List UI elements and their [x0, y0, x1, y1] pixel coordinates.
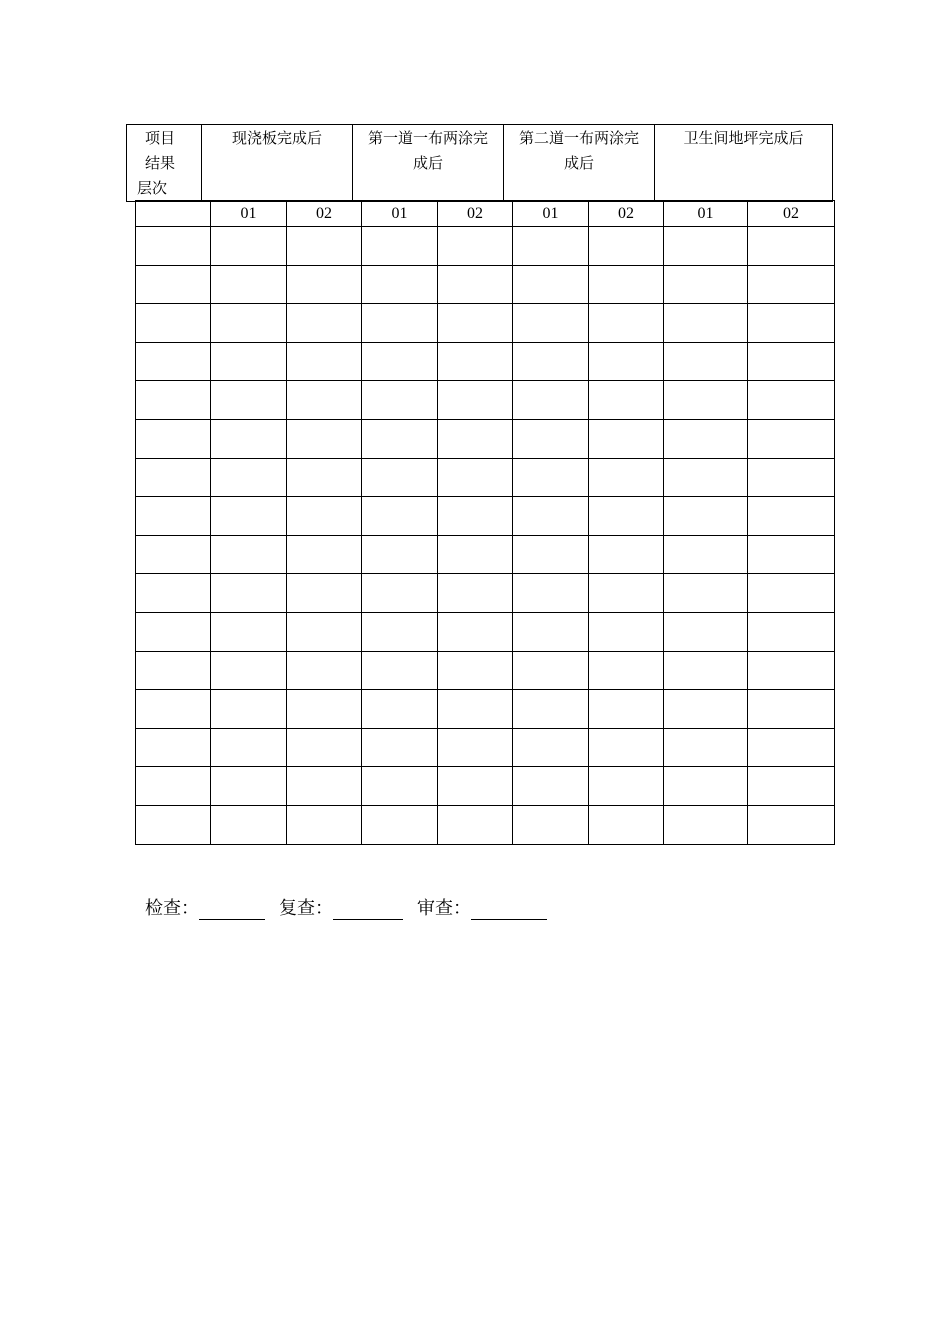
table-cell[interactable]: [438, 227, 513, 266]
table-cell[interactable]: [287, 690, 362, 729]
table-cell[interactable]: [438, 612, 513, 651]
table-cell[interactable]: [136, 690, 211, 729]
table-row: [136, 612, 835, 651]
recheck-label: 复查：: [279, 898, 333, 918]
table-cell[interactable]: [664, 227, 748, 266]
table-cell[interactable]: [136, 304, 211, 343]
table-cell[interactable]: [362, 535, 438, 574]
signature-line: [145, 894, 547, 920]
table-cell[interactable]: [287, 497, 362, 536]
data-grid: [135, 200, 835, 845]
table-cell[interactable]: [513, 574, 589, 613]
table-row: [136, 227, 835, 266]
table-cell[interactable]: [513, 381, 589, 420]
table-row: [136, 419, 835, 458]
table-cell[interactable]: [362, 227, 438, 266]
table-cell[interactable]: [438, 265, 513, 304]
table-cell[interactable]: [438, 728, 513, 767]
table-cell[interactable]: [748, 805, 835, 844]
table-cell[interactable]: [211, 690, 287, 729]
table-cell[interactable]: [136, 728, 211, 767]
table-cell[interactable]: [136, 458, 211, 497]
table-cell[interactable]: [211, 342, 287, 381]
table-cell[interactable]: [136, 651, 211, 690]
header-col-4: 卫生间地坪完成后: [655, 125, 833, 202]
table-cell[interactable]: [513, 458, 589, 497]
table-cell[interactable]: [589, 381, 664, 420]
table-cell[interactable]: [362, 651, 438, 690]
subheader-cell: 02: [287, 201, 362, 227]
table-cell[interactable]: [748, 728, 835, 767]
table-cell[interactable]: [748, 342, 835, 381]
table-row: [136, 651, 835, 690]
table-cell[interactable]: [287, 651, 362, 690]
table-row: [136, 265, 835, 304]
table-cell[interactable]: [589, 497, 664, 536]
check-blank[interactable]: [199, 899, 265, 920]
table-cell[interactable]: [438, 767, 513, 806]
corner-label-level: 层次: [137, 179, 168, 197]
check-label: 检查：: [145, 898, 199, 918]
table-cell[interactable]: [664, 265, 748, 304]
table-cell[interactable]: [513, 265, 589, 304]
table-cell[interactable]: [664, 574, 748, 613]
subheader-cell: [136, 201, 211, 227]
table-cell[interactable]: [664, 690, 748, 729]
table-row: [136, 304, 835, 343]
table-cell[interactable]: [664, 651, 748, 690]
table-cell[interactable]: [287, 458, 362, 497]
table-cell[interactable]: [589, 612, 664, 651]
table-cell[interactable]: [136, 612, 211, 651]
table-cell[interactable]: [136, 574, 211, 613]
table-cell[interactable]: [748, 497, 835, 536]
recheck-blank[interactable]: [333, 899, 403, 920]
table-cell[interactable]: [287, 342, 362, 381]
table-row: [136, 805, 835, 844]
table-cell[interactable]: [211, 265, 287, 304]
subheader-cell: 01: [513, 201, 589, 227]
table-cell[interactable]: [362, 612, 438, 651]
subheader-cell: 01: [664, 201, 748, 227]
table-cell[interactable]: [362, 574, 438, 613]
table-cell[interactable]: [287, 265, 362, 304]
table-cell[interactable]: [664, 381, 748, 420]
table-cell[interactable]: [748, 651, 835, 690]
table-cell[interactable]: [513, 419, 589, 458]
table-row: [136, 728, 835, 767]
table-cell[interactable]: [748, 612, 835, 651]
table-cell[interactable]: [362, 728, 438, 767]
table-cell[interactable]: [136, 381, 211, 420]
table-cell[interactable]: [136, 497, 211, 536]
table-cell[interactable]: [748, 690, 835, 729]
table-row: [136, 497, 835, 536]
table-cell[interactable]: [438, 458, 513, 497]
table-cell[interactable]: [136, 265, 211, 304]
table-cell[interactable]: [513, 728, 589, 767]
table-cell[interactable]: [748, 419, 835, 458]
table-cell[interactable]: [211, 767, 287, 806]
table-cell[interactable]: [287, 805, 362, 844]
table-cell[interactable]: [136, 805, 211, 844]
table-cell[interactable]: [211, 728, 287, 767]
table-cell[interactable]: [589, 574, 664, 613]
table-row: [136, 767, 835, 806]
subheader-cell: 02: [589, 201, 664, 227]
table-cell[interactable]: [438, 342, 513, 381]
subheader-cell: 01: [211, 201, 287, 227]
corner-label-item: 项目: [145, 129, 176, 147]
table-cell[interactable]: [748, 227, 835, 266]
table-cell[interactable]: [513, 227, 589, 266]
table-cell[interactable]: [438, 805, 513, 844]
table-cell[interactable]: [513, 690, 589, 729]
table-cell[interactable]: [362, 497, 438, 536]
table-cell[interactable]: [287, 535, 362, 574]
table-cell[interactable]: [748, 574, 835, 613]
table-cell[interactable]: [513, 535, 589, 574]
table-cell[interactable]: [589, 342, 664, 381]
table-cell[interactable]: [664, 805, 748, 844]
table-cell[interactable]: [211, 419, 287, 458]
table-cell[interactable]: [589, 651, 664, 690]
table-cell[interactable]: [589, 728, 664, 767]
table-cell[interactable]: [362, 458, 438, 497]
table-row: [136, 381, 835, 420]
table-cell[interactable]: [513, 767, 589, 806]
table-cell[interactable]: [362, 690, 438, 729]
table-cell[interactable]: [513, 342, 589, 381]
subheader-cell: 02: [748, 201, 835, 227]
table-row: [136, 535, 835, 574]
corner-label-result: 结果: [145, 154, 176, 172]
table-cell[interactable]: [362, 265, 438, 304]
table-cell[interactable]: [589, 805, 664, 844]
table-cell[interactable]: [287, 227, 362, 266]
table-cell[interactable]: [136, 342, 211, 381]
table-cell[interactable]: [589, 304, 664, 343]
table-cell[interactable]: [438, 651, 513, 690]
corner-cell: [127, 125, 202, 202]
table-cell[interactable]: [287, 304, 362, 343]
table-cell[interactable]: [664, 612, 748, 651]
table-cell[interactable]: [664, 728, 748, 767]
table-cell[interactable]: [589, 419, 664, 458]
header-col-1: 现浇板完成后: [202, 125, 353, 202]
table-cell[interactable]: [438, 304, 513, 343]
table-cell[interactable]: [748, 304, 835, 343]
table-cell[interactable]: [589, 227, 664, 266]
table-cell[interactable]: [748, 535, 835, 574]
table-cell[interactable]: [211, 497, 287, 536]
table-cell[interactable]: [287, 381, 362, 420]
table-cell[interactable]: [664, 767, 748, 806]
header-row: [127, 125, 833, 202]
table-cell[interactable]: [664, 535, 748, 574]
table-cell[interactable]: [513, 651, 589, 690]
table-cell[interactable]: [748, 265, 835, 304]
table-row: [136, 574, 835, 613]
table-cell[interactable]: [362, 304, 438, 343]
subheader-row: [136, 201, 835, 227]
table-cell[interactable]: [287, 612, 362, 651]
table-cell[interactable]: [438, 574, 513, 613]
table-cell[interactable]: [211, 381, 287, 420]
review-blank[interactable]: [471, 899, 547, 920]
subheader-cell: 01: [362, 201, 438, 227]
table-cell[interactable]: [748, 458, 835, 497]
table-cell[interactable]: [211, 574, 287, 613]
table-cell[interactable]: [438, 497, 513, 536]
table-row: [136, 458, 835, 497]
table-cell[interactable]: [513, 497, 589, 536]
table-cell[interactable]: [287, 419, 362, 458]
table-cell[interactable]: [211, 612, 287, 651]
header-col-2: 第一道一布两涂完成后: [353, 125, 504, 202]
table-cell[interactable]: [589, 767, 664, 806]
table-cell[interactable]: [362, 381, 438, 420]
table-cell[interactable]: [211, 304, 287, 343]
table-cell[interactable]: [136, 535, 211, 574]
table-cell[interactable]: [513, 805, 589, 844]
table-row: [136, 690, 835, 729]
table-cell[interactable]: [211, 805, 287, 844]
review-label: 审查：: [417, 898, 471, 918]
table-cell[interactable]: [748, 767, 835, 806]
table-cell[interactable]: [664, 458, 748, 497]
table-cell[interactable]: [211, 227, 287, 266]
table-cell[interactable]: [438, 535, 513, 574]
table-cell[interactable]: [211, 458, 287, 497]
table-cell[interactable]: [513, 304, 589, 343]
table-cell[interactable]: [362, 342, 438, 381]
table-cell[interactable]: [136, 227, 211, 266]
table-cell[interactable]: [362, 767, 438, 806]
table-cell[interactable]: [664, 304, 748, 343]
table-cell[interactable]: [438, 381, 513, 420]
table-cell[interactable]: [589, 458, 664, 497]
table-cell[interactable]: [589, 535, 664, 574]
table-cell[interactable]: [287, 767, 362, 806]
table-cell[interactable]: [664, 419, 748, 458]
table-cell[interactable]: [589, 690, 664, 729]
table-cell[interactable]: [438, 690, 513, 729]
table-cell[interactable]: [513, 612, 589, 651]
table-cell[interactable]: [748, 381, 835, 420]
table-cell[interactable]: [664, 497, 748, 536]
subheader-cell: 02: [438, 201, 513, 227]
table-cell[interactable]: [438, 419, 513, 458]
table-cell[interactable]: [211, 651, 287, 690]
table-cell[interactable]: [362, 805, 438, 844]
table-cell[interactable]: [287, 728, 362, 767]
header-col-3: 第二道一布两涂完成后: [504, 125, 655, 202]
table-cell[interactable]: [589, 265, 664, 304]
table-cell[interactable]: [664, 342, 748, 381]
table-cell[interactable]: [362, 419, 438, 458]
header-table: [126, 124, 833, 202]
table-row: [136, 342, 835, 381]
table-cell[interactable]: [211, 535, 287, 574]
table-cell[interactable]: [287, 574, 362, 613]
table-cell[interactable]: [136, 767, 211, 806]
table-cell[interactable]: [136, 419, 211, 458]
